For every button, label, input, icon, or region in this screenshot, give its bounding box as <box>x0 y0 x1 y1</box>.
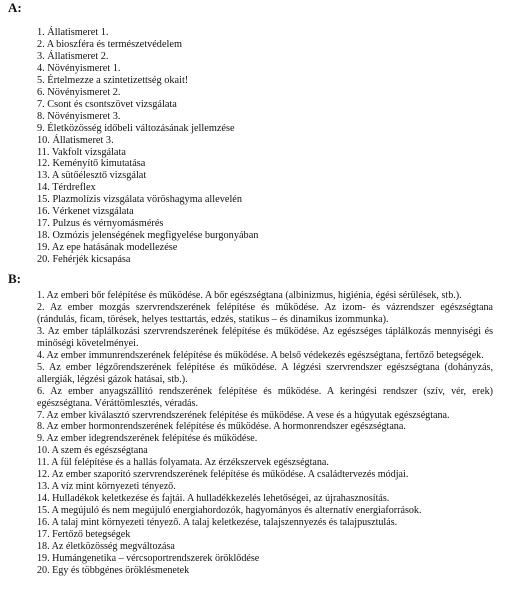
section-b-list <box>37 290 493 577</box>
topic-item-b: 18. Az életközösség megváltozása <box>37 541 175 553</box>
topic-item-b: 14. Hulladékok keletkezése és fajtái. A hulladékkezelés lehetőségei, az újrahasznosítás. <box>37 493 390 505</box>
topic-item-b: 17. Fertőző betegségek <box>37 529 131 541</box>
topic-item-a: 19. Az epe hatásának modellezése <box>37 242 178 254</box>
topic-item-b: 8. Az ember hormonrendszerének felépítése és működése. A hormonrendszer egészségtana. <box>37 421 406 433</box>
topic-item-a: 15. Plazmolízis vizsgálata vöröshagyma allevelén <box>37 194 243 206</box>
topic-item-b: 2. Az ember mozgás szervrendszerének felépítése és működése. Az izom- és vázrendszer egészségtana (rándulás, ficam, törések, helyes testtartás, edzés, statikus – és dinamikus izommunka). <box>37 301 493 325</box>
topic-item-a: 11. Vakfolt vizsgálata <box>37 146 126 158</box>
topic-item-b: 16. A talaj mint környezeti tényező. A talaj keletkezése, talajszennyezés és talajpusztulás. <box>37 517 398 529</box>
topic-item-b: 10. A szem és egészségtana <box>37 445 148 457</box>
topic-item-a: 6. Növényismeret 2. <box>37 86 121 98</box>
topic-item-b: 3. Az ember táplálkozási szervrendszerének felépítése és működése. Az egészséges táplálkozás mennyiségi és minőségi követelményei. <box>37 325 493 349</box>
topic-item-a: 2. A bioszféra és természetvédelem <box>37 38 182 50</box>
topic-item-b: 20. Egy és többgénes öröklésmenetek <box>37 564 190 576</box>
topic-item-a: 4. Növényismeret 1. <box>37 62 121 74</box>
topic-item-b: 5. Az ember légzőrendszerének felépítése és működése. A légzési szervrendszer egészségtana (dohányzás, allergiák, légzési gázok hatásai, stb.). <box>37 361 493 385</box>
topic-item-a: 18. Ozmózis jelenségének megfigyelése burgonyában <box>37 230 259 242</box>
topic-item-a: 1. Állatismeret 1. <box>37 27 109 38</box>
topic-item-b: 7. Az ember kiválasztó szervrendszerének felépítése és működése. A vese és a húgyutak egészségtana. <box>37 409 450 421</box>
section-a-label: A: <box>8 0 22 15</box>
topic-item-b: 9. Az ember idegrendszerének felépítése és működése. <box>37 433 258 445</box>
topic-item-a: 3. Állatismeret 2. <box>37 50 109 62</box>
topic-item-b: 13. A víz mint környezeti tényező. <box>37 481 176 493</box>
topic-item-a: 9. Életközösség időbeli változásának jellemzése <box>37 122 235 134</box>
section-a-list <box>37 27 497 266</box>
topic-item-a: 20. Fehérjék kicsapása <box>37 254 131 266</box>
topic-item-b: 4. Az ember immunrendszerének felépítése és működése. A belső védekezés egészségtana, fertőző betegségek. <box>37 349 484 361</box>
topic-item-a: 13. A sütőélesztő vizsgálat <box>37 170 147 182</box>
topic-item-b: 15. A megújuló és nem megújuló energiahordozók, hagyományos és alternatív energiaforrások. <box>37 505 422 517</box>
topic-item-b: 1. Az emberi bőr felépítése és működése. A bőr egészségtana (albinizmus, higiénia, égési sérülések, stb.). <box>37 290 462 301</box>
section-b-label: B: <box>8 271 21 286</box>
topic-item-a: 8. Növényismeret 3. <box>37 110 121 122</box>
topic-item-a: 7. Csont és csontszövet vizsgálata <box>37 98 177 110</box>
topic-item-b: 6. Az ember anyagszállító rendszerének felépítése és működése. A keringési rendszer (szív, vér, erek) egészségtana. Véráttömlesztés, véradás. <box>37 385 493 409</box>
topic-item-b: 19. Humángenetika – vércsoportrendszerek öröklődése <box>37 552 260 564</box>
topic-item-b: 12. Az ember szaporító szervrendszerének felépítése és működése. A családtervezés módjai. <box>37 469 409 481</box>
topic-item-a: 5. Értelmezze a szintetizettség okait! <box>37 74 189 86</box>
topic-item-b: 11. A fül felépítése és a hallás folyamata. Az érzékszervek egészségtana. <box>37 457 329 469</box>
topic-item-a: 17. Pulzus és vérnyomásmérés <box>37 218 164 230</box>
topic-item-a: 14. Térdreflex <box>37 182 96 194</box>
topic-item-a: 10. Állatismeret 3. <box>37 134 114 146</box>
topic-item-a: 16. Vérkenet vizsgálata <box>37 206 134 218</box>
topic-item-a: 12. Keményítő kimutatása <box>37 158 146 170</box>
